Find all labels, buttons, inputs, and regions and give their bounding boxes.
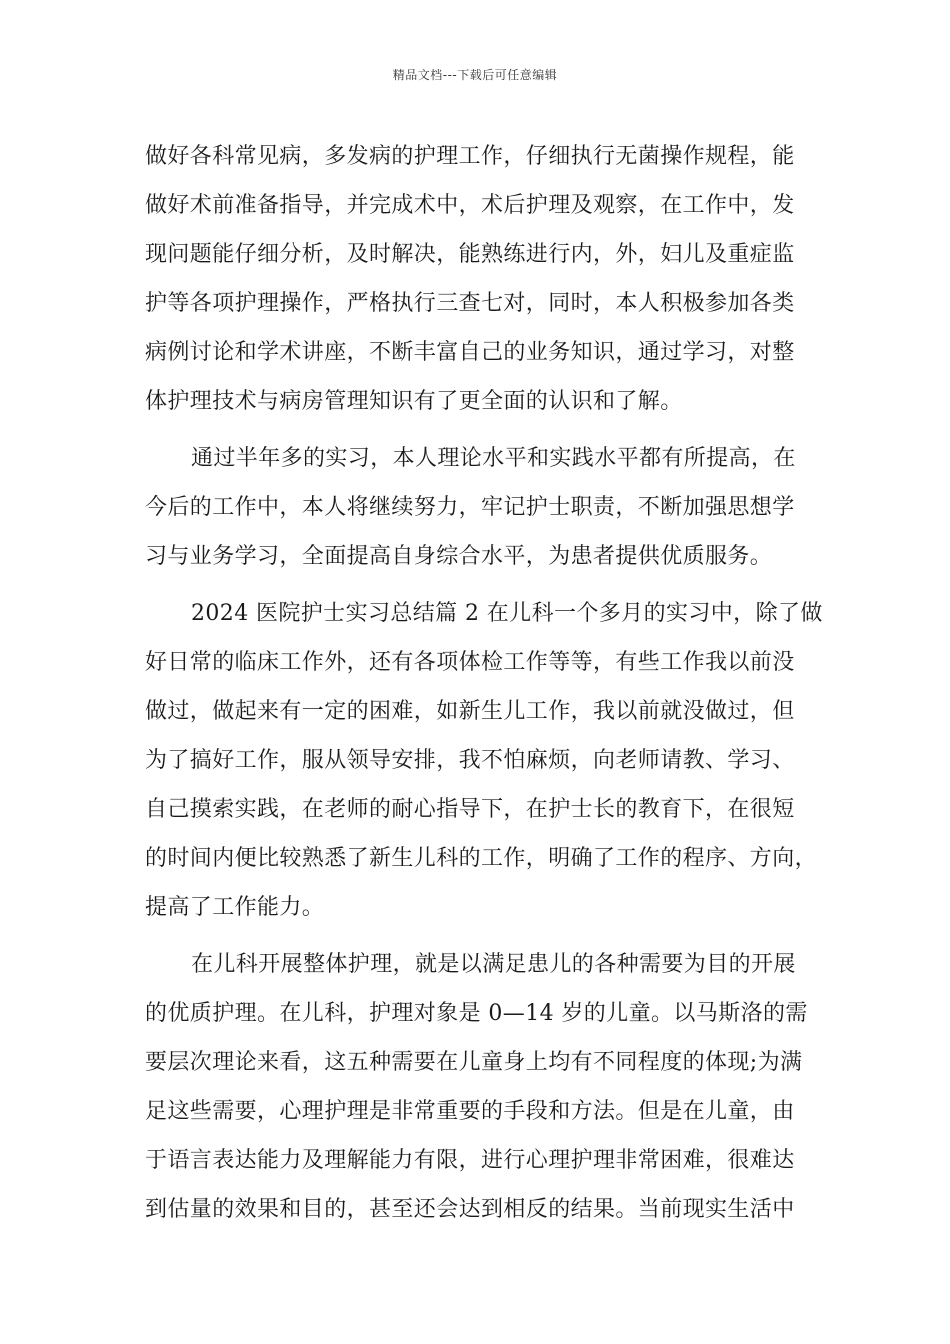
paragraph-1-line-5: 病例讨论和学术讲座，不断丰富自己的业务知识，通过学习，对整: [145, 340, 795, 365]
paragraph-3-line-4: 为了搞好工作，服从领导安排，我不怕麻烦，向老师请教、学习、: [145, 748, 795, 773]
paragraph-4-line-4: 足这些需要，心理护理是非常重要的手段和方法。但是在儿童，由: [145, 1099, 795, 1124]
paragraph-1-line-2: 做好术前准备指导，并完成术中，术后护理及观察，在工作中，发: [145, 193, 795, 218]
paragraph-3-line-1: 2024 医院护士实习总结篇 2 在儿科一个多月的实习中，除了做: [191, 601, 823, 626]
paragraph-4-line-6: 到估量的效果和目的，甚至还会达到相反的结果。当前现实生活中: [145, 1197, 795, 1222]
paragraph-2-line-1: 通过半年多的实习，本人理论水平和实践水平都有所提高，在: [191, 446, 796, 471]
page-header: 精品文档---下载后可任意编辑: [392, 68, 558, 82]
paragraph-1-line-3: 现问题能仔细分析，及时解决，能熟练进行内，外，妇儿及重症监: [145, 242, 795, 267]
paragraph-2-line-2: 今后的工作中，本人将继续努力，牢记护士职责，不断加强思想学: [145, 495, 795, 520]
paragraph-3-line-2: 好日常的临床工作外，还有各项体检工作等等，有些工作我以前没: [145, 650, 795, 675]
paragraph-2-line-3: 习与业务学习，全面提高自身综合水平，为患者提供优质服务。: [145, 544, 773, 569]
document-body: [145, 132, 823, 1234]
paragraph-3-line-5: 自己摸索实践，在老师的耐心指导下，在护士长的教育下，在很短: [145, 797, 795, 822]
paragraph-4-line-2: 的优质护理。在儿科，护理对象是 0—14 岁的儿童。以马斯洛的需: [145, 1001, 808, 1026]
paragraph-3-line-6: 的时间内便比较熟悉了新生儿科的工作，明确了工作的程序、方向，: [145, 846, 818, 871]
paragraph-1-line-6: 体护理技术与病房管理知识有了更全面的认识和了解。: [145, 389, 683, 414]
paragraph-3-line-3: 做过，做起来有一定的困难，如新生儿工作，我以前就没做过，但: [145, 699, 795, 724]
paragraph-4-line-5: 于语言表达能力及理解能力有限，进行心理护理非常困难，很难达: [145, 1148, 795, 1173]
paragraph-3-line-7: 提高了工作能力。: [145, 895, 325, 920]
paragraph-4-line-3: 要层次理论来看，这五种需要在儿童身上均有不同程度的体现;为满: [145, 1050, 803, 1075]
paragraph-4-line-1: 在儿科开展整体护理，就是以满足患儿的各种需要为目的开展: [191, 952, 796, 977]
paragraph-1-line-1: 做好各科常见病，多发病的护理工作，仔细执行无菌操作规程，能: [145, 144, 795, 169]
paragraph-1-line-4: 护等各项护理操作，严格执行三查七对，同时，本人积极参加各类: [145, 291, 795, 316]
